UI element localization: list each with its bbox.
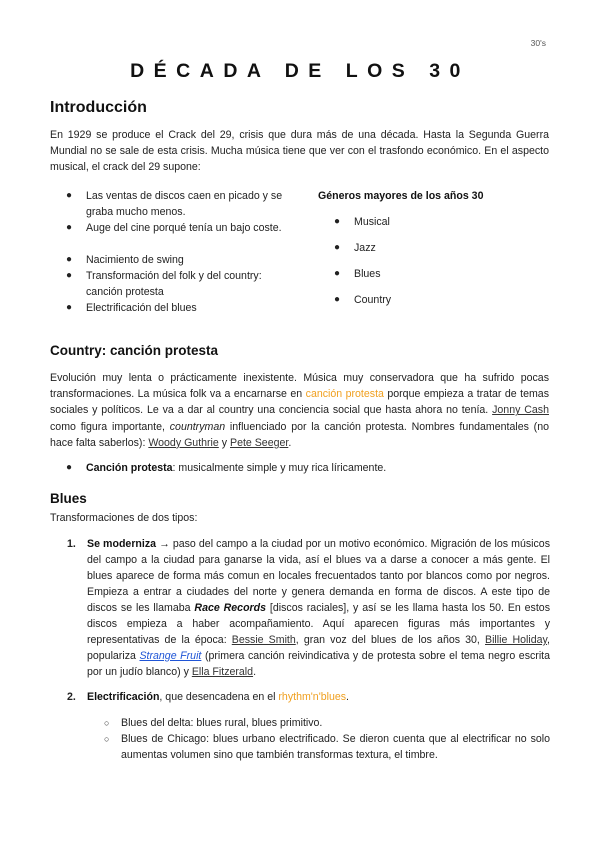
highlight-cancion-protesta: canción protesta bbox=[305, 388, 384, 401]
list-item: ○ Blues del delta: blues rural, blues primitivo. bbox=[104, 717, 323, 729]
bullet-icon: ● bbox=[334, 216, 341, 227]
item-number: 2. bbox=[67, 691, 76, 703]
link-strange-fruit[interactable]: Strange Fruit bbox=[139, 650, 202, 662]
link-bessie-smith[interactable]: Bessie Smith bbox=[231, 634, 296, 646]
bullet-icon: ● bbox=[66, 462, 73, 473]
country-heading: Country: canción protesta bbox=[50, 343, 219, 358]
list-item: ● Electrificación del blues bbox=[66, 302, 197, 314]
genres-title: Géneros mayores de los años 30 bbox=[318, 190, 484, 202]
list-item: ● Country bbox=[334, 294, 392, 306]
blues-heading: Blues bbox=[50, 491, 87, 506]
link-billie-holiday[interactable]: Billie Holiday bbox=[485, 634, 548, 646]
link-woody-guthrie[interactable]: Woody Guthrie bbox=[148, 436, 219, 449]
page-title: DÉCADA DE LOS 30 bbox=[130, 60, 470, 82]
list-item: ● Las ventas de discos caen en picado y se graba mucho menos. bbox=[66, 190, 283, 218]
circle-bullet-icon: ○ bbox=[104, 734, 110, 744]
bullet-icon: ● bbox=[334, 294, 341, 305]
bullet-icon: ● bbox=[334, 268, 341, 279]
bullet-icon: ● bbox=[334, 242, 341, 253]
bullet-icon: ● bbox=[66, 190, 73, 201]
list-item: ● Canción protesta: musicalmente simple y muy rica líricamente. bbox=[66, 462, 387, 474]
blues-intro: Transformaciones de dos tipos: bbox=[50, 512, 198, 524]
list-item: ● Jazz bbox=[334, 242, 376, 254]
bullet-icon: ● bbox=[66, 302, 73, 313]
list-item: ● Nacimiento de swing bbox=[66, 254, 184, 266]
bullet-icon: ● bbox=[66, 254, 73, 265]
countryman-term: countryman bbox=[169, 420, 226, 433]
list-item: ● Blues bbox=[334, 268, 381, 280]
list-item: ● Musical bbox=[334, 216, 390, 228]
numbered-item-1: 1. Se moderniza → paso del campo a la ciudad por un motivo económico. Migración de los músicos del campo a la ciudad para ganarse la vida, así el blues va a darse a conocer a más gente. El blues aparece de forma más comun en locales frecuentados tanto por blancos como por negros. Empieza a entrar a ciudades del norte y genera demanda en forma de discos. A este tipo de discos se les llamaba Race Records [discos raciales], y así se les llama hasta los 50. En estos discos empieza a haber acompañamiento. Aquí aparecen figuras más importantes y representativas de la época: Bessie Smith, gran voz del blues de los años 30, Billie Holiday, populariza Strange Fruit (primera canción reivindicativa y de protesta sobre el tema negro escrita por un judío blanco) y Ella Fitzerald. bbox=[67, 538, 551, 678]
page-header-tag: 30's bbox=[530, 38, 546, 48]
item-number: 1. bbox=[67, 538, 76, 550]
list-item: ○ Blues de Chicago: blues urbano electrificado. Se dieron cuenta que al electrificar no solo aumentas volumen sino que también transformas textura, el timbre. bbox=[104, 733, 550, 761]
circle-bullet-icon: ○ bbox=[104, 718, 110, 728]
intro-paragraph: En 1929 se produce el Crack del 29, crisis que dura más de una década. Hasta la Segunda Guerra Mundial no se sale de esta crisis. Mucha música tiene que ver con el trasfondo económico. En el aspecto musical, el crack del 29 supone: bbox=[50, 129, 549, 174]
intro-heading: Introducción bbox=[50, 99, 147, 116]
link-pete-seeger[interactable]: Pete Seeger bbox=[230, 436, 289, 449]
list-item: ● Auge del cine porqué tenía un bajo coste. bbox=[66, 222, 282, 234]
bullet-icon: ● bbox=[66, 270, 73, 281]
link-ella-fitzerald[interactable]: Ella Fitzerald bbox=[191, 666, 254, 678]
race-records-term: Race Records bbox=[194, 602, 267, 614]
numbered-item-2: 2. Electrificación, que desencadena en el rhythm'n'blues. bbox=[67, 691, 349, 703]
list-item: ● Transformación del folk y del country: canción protesta bbox=[66, 270, 262, 298]
link-jonny-cash[interactable]: Jonny Cash bbox=[492, 404, 549, 417]
bullet-icon: ● bbox=[66, 222, 73, 233]
highlight-rhythm-n-blues: rhythm'n'blues bbox=[278, 691, 347, 703]
country-paragraph: Evolución muy lenta o prácticamente inexistente. Música muy conservadora que ha sufrido pocas transformaciones. La música folk va a encarnarse en canción protesta porque empieza a tratar de temas sociales y políticos. Le va a dar al country una conciencia social que hasta ahora no tenía. Jonny Cash como figura importante, countryman influenciado por la canción protesta. Nombres fundamentales (no hace falta saberlos): Woody Guthrie y Pete Seeger. bbox=[50, 372, 549, 449]
